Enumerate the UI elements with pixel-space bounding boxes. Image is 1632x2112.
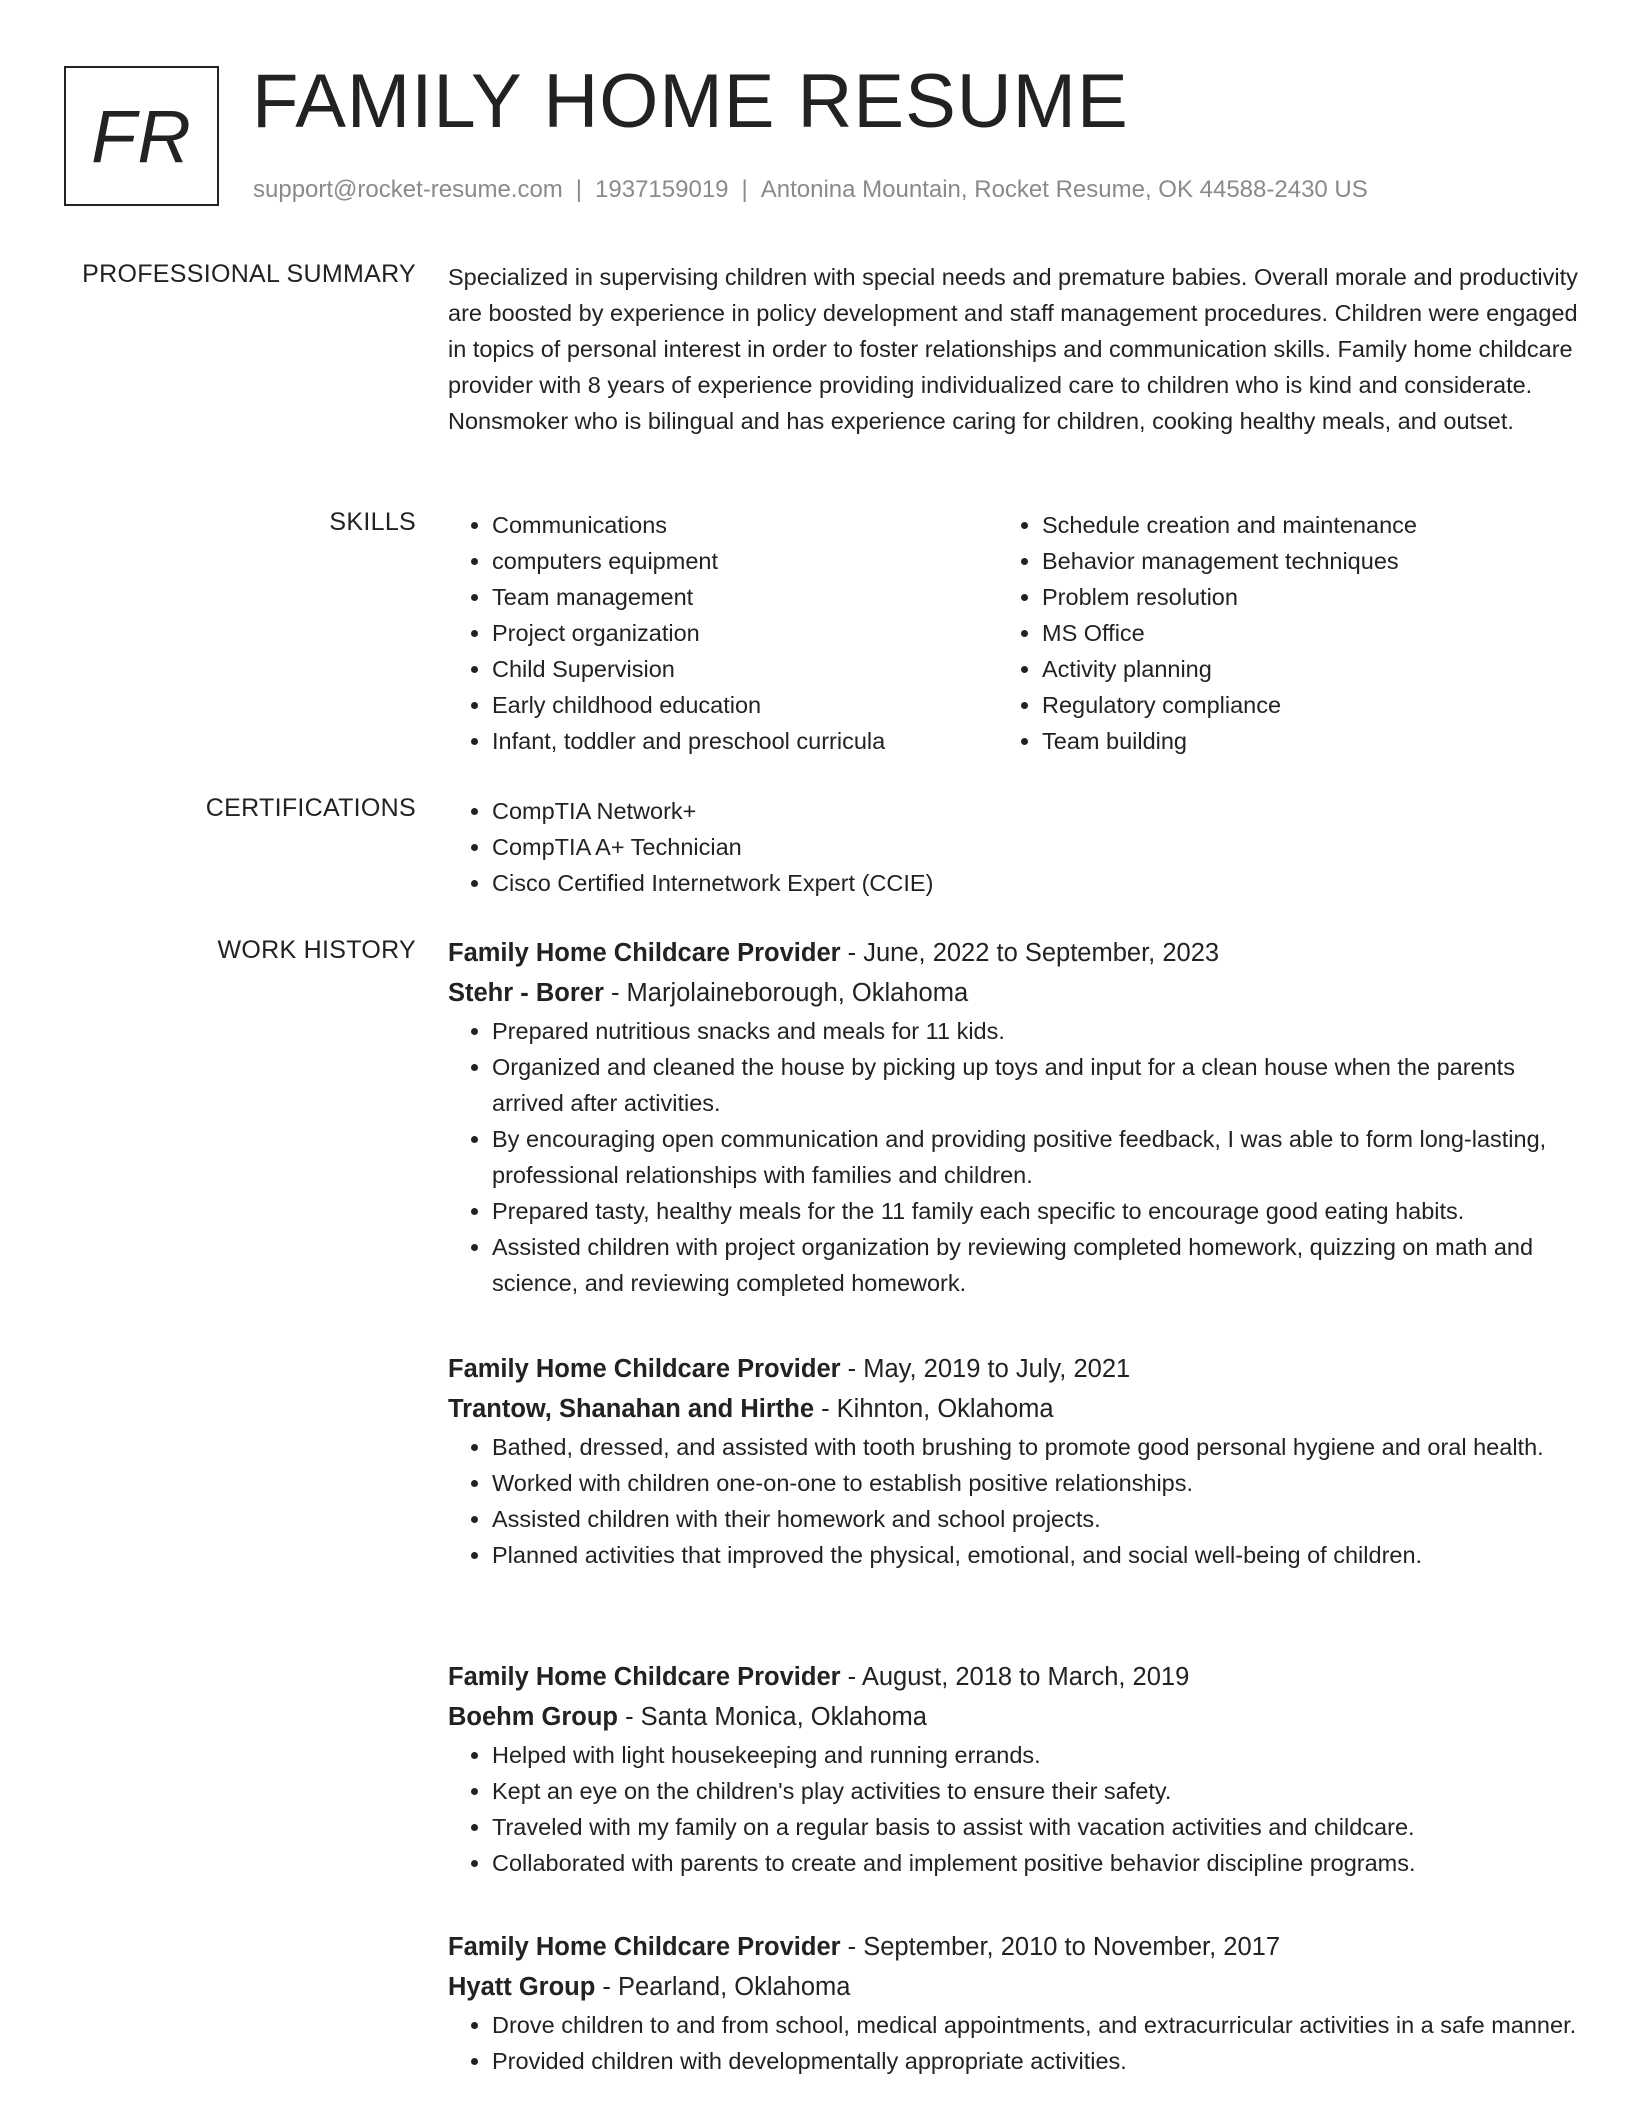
job-duty-item: • Collaborated with parents to create and implement positive behavior discipline programs. (492, 1845, 1578, 1881)
company-line (448, 1967, 1578, 2007)
company-name: Hyatt Group (448, 1973, 596, 2001)
skills-column-left (448, 507, 968, 759)
skill-item: • Regulatory compliance (1042, 687, 1518, 723)
phone-text: 1937159019 (595, 176, 729, 203)
job-entry (448, 933, 1578, 1301)
section-label-summary: PROFESSIONAL SUMMARY (82, 260, 416, 288)
certification-item: • CompTIA A+ Technician (492, 829, 1578, 865)
skill-item: • Behavior management techniques (1042, 543, 1518, 579)
summary-text: Specialized in supervising children with special needs and premature babies. Overall morale and productivity are boosted by experience in policy development and staff management procedures. Children were engaged in topics of personal interest in order to foster relationships and communication skills. Family home childcare provider with 8 years of experience providing individualized care to children who is kind and considerate. Nonsmoker who is bilingual and has experience caring for children, cooking healthy meals, and outset. (448, 264, 1578, 434)
job-dates: - May, 2019 to July, 2021 (840, 1355, 1131, 1383)
skill-item: • Infant, toddler and preschool curricula (492, 723, 968, 759)
job-title-line (448, 1927, 1578, 1967)
company-location: - Santa Monica, Oklahoma (618, 1703, 927, 1731)
skill-item: • Problem resolution (1042, 579, 1518, 615)
job-title: Family Home Childcare Provider (448, 939, 841, 967)
certification-item: • Cisco Certified Internetwork Expert (CCIE) (492, 865, 1578, 901)
job-dates: - August, 2018 to March, 2019 (840, 1663, 1190, 1691)
resume-title: FAMILY HOME RESUME (252, 59, 1129, 144)
job-entry (448, 1927, 1578, 2079)
job-duties-list (448, 1013, 1578, 1301)
job-duty-item: • Prepared nutritious snacks and meals for 11 kids. (492, 1013, 1578, 1049)
job-duties-list (448, 2007, 1578, 2079)
skill-item: • Team building (1042, 723, 1518, 759)
separator: | (741, 176, 748, 203)
job-entry (448, 1349, 1578, 1573)
job-duty-item: • Prepared tasty, healthy meals for the 11 family each specific to encourage good eating habits. (492, 1193, 1578, 1229)
skill-item: • Activity planning (1042, 651, 1518, 687)
company-name: Trantow, Shanahan and Hirthe (448, 1395, 815, 1423)
summary-block (448, 259, 1578, 439)
skill-item: • Early childhood education (492, 687, 968, 723)
certification-item: • CompTIA Network+ (492, 793, 1578, 829)
job-entry (448, 1657, 1578, 1881)
certifications-block (448, 793, 1578, 901)
company-location: - Kihnton, Oklahoma (814, 1395, 1054, 1423)
company-line (448, 973, 1578, 1013)
job-duty-item: • Provided children with developmentally appropriate activities. (492, 2043, 1578, 2079)
job-duty-item: • Drove children to and from school, medical appointments, and extracurricular activities in a safe manner. (492, 2007, 1578, 2043)
company-location: - Pearland, Oklahoma (595, 1973, 851, 2001)
company-name: Stehr - Borer (448, 979, 604, 1007)
contact-line (253, 176, 1368, 204)
initials-monogram: FR (64, 66, 219, 206)
section-label-certifications: CERTIFICATIONS (205, 794, 416, 822)
job-title-line (448, 1657, 1578, 1697)
job-dates: - June, 2022 to September, 2023 (840, 939, 1220, 967)
job-title: Family Home Childcare Provider (448, 1355, 841, 1383)
skill-item: • Communications (492, 507, 968, 543)
address-text: Antonina Mountain, Rocket Resume, OK 44588-2430 US (760, 176, 1368, 203)
job-duty-item: • Assisted children with project organization by reviewing completed homework, quizzing on math and science, and reviewing completed homework. (492, 1229, 1578, 1301)
email-text: support@rocket-resume.com (253, 176, 563, 203)
job-duty-item: • Traveled with my family on a regular basis to assist with vacation activities and childcare. (492, 1809, 1578, 1845)
section-label-skills: SKILLS (329, 508, 416, 536)
company-line (448, 1697, 1578, 1737)
company-location: - Marjolaineborough, Oklahoma (603, 979, 969, 1007)
skill-item: • MS Office (1042, 615, 1518, 651)
skill-item: • Project organization (492, 615, 968, 651)
job-title-line (448, 933, 1578, 973)
job-duty-item: • Organized and cleaned the house by picking up toys and input for a clean house when the parents arrived after activities. (492, 1049, 1578, 1121)
job-title: Family Home Childcare Provider (448, 1933, 841, 1961)
job-duty-item: • Kept an eye on the children's play activities to ensure their safety. (492, 1773, 1578, 1809)
skill-item: • Child Supervision (492, 651, 968, 687)
job-duty-item: • Worked with children one-on-one to establish positive relationships. (492, 1465, 1578, 1501)
job-duty-item: • Assisted children with their homework and school projects. (492, 1501, 1578, 1537)
job-duty-item: • Helped with light housekeeping and running errands. (492, 1737, 1578, 1773)
job-duty-item: • Bathed, dressed, and assisted with tooth brushing to promote good personal hygiene and oral health. (492, 1429, 1578, 1465)
skill-item: • Schedule creation and maintenance (1042, 507, 1518, 543)
job-duty-item: • By encouraging open communication and providing positive feedback, I was able to form long-lasting, professional relationships with families and children. (492, 1121, 1578, 1193)
skill-item: • computers equipment (492, 543, 968, 579)
section-label-work-history: WORK HISTORY (217, 936, 416, 964)
skill-item: • Team management (492, 579, 968, 615)
job-title: Family Home Childcare Provider (448, 1663, 841, 1691)
job-duties-list (448, 1429, 1578, 1573)
company-name: Boehm Group (448, 1703, 618, 1731)
job-title-line (448, 1349, 1578, 1389)
job-duty-item: • Planned activities that improved the physical, emotional, and social well-being of children. (492, 1537, 1578, 1573)
company-line (448, 1389, 1578, 1429)
job-dates: - September, 2010 to November, 2017 (840, 1933, 1281, 1961)
skills-column-right (998, 507, 1518, 759)
job-duties-list (448, 1737, 1578, 1881)
separator: | (575, 176, 583, 203)
